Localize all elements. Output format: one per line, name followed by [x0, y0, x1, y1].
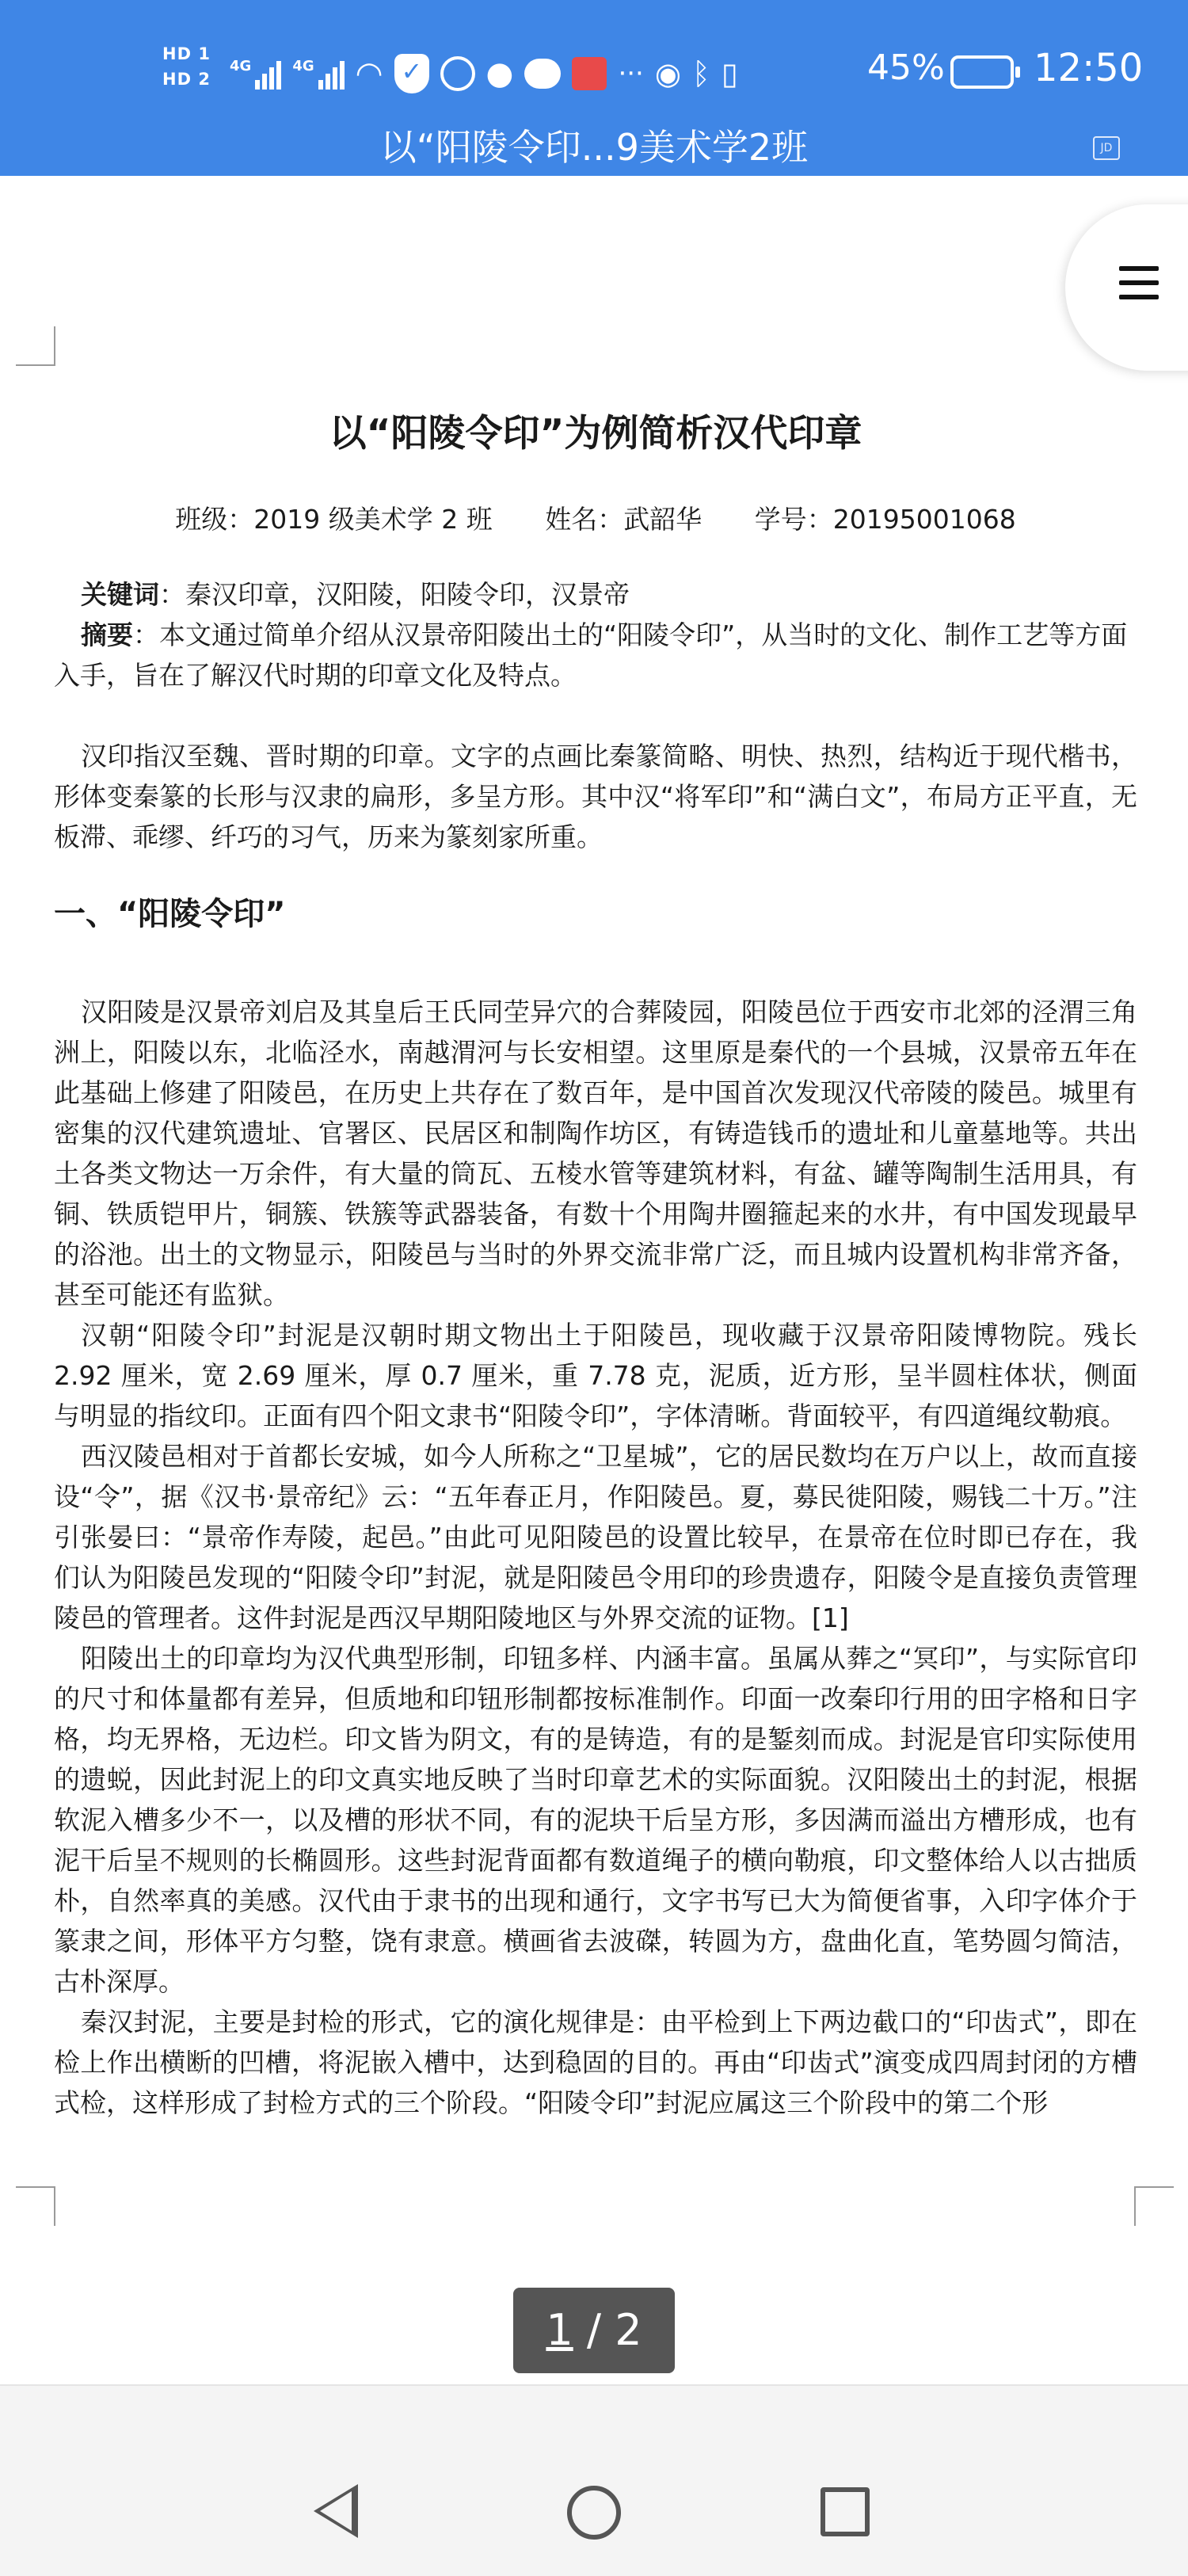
keywords-label: 关键词 [81, 579, 159, 610]
body-paragraph: 汉朝“阳陵令印”封泥是汉朝时期文物出土于阳陵邑，现收藏于汉景帝阳陵博物院。残长 2.92 厘米，宽 2.69 厘米，厚 0.7 厘米，重 7.78 克，泥质，近方形，呈半圆柱体状，侧面与明显的指纹印。正面有四个阳文隶书“阳陵令印”，字体清晰。背面较平，有四道绳纹勒痕。 [54, 1320, 1137, 1431]
network2-label: 4G [292, 58, 314, 74]
body-paragraph: 汉阳陵是汉景帝刘启及其皇后王氏同茔异穴的合葬陵园，阳陵邑位于西安市北郊的泾渭三角洲上，阳陵以东，北临泾水，南越渭河与长安相望。这里原是秦代的一个县城，汉景帝五年在此基础上修建了阳陵邑，在历史上共存在了数百年，是中国首次发现汉代帝陵的陵邑。城里有密集的汉代建筑遗址、官署区、民居区和制陶作坊区，有铸造钱币的遗址和儿童墓地等。共出土各类文物达一万余件，有大量的筒瓦、五棱水管等建筑材料，有盆、罐等陶制生活用具，有铜、铁质铠甲片，铜簇、铁簇等武器装备，有数十个用陶井圈箍起来的水井，有中国发现最早的浴池。出土的文物显示，阳陵邑与当时的外界交流非常广泛，而且城内设置机构非常齐备，甚至可能还有监狱。 [54, 996, 1137, 1310]
hamburger-icon [1119, 266, 1159, 309]
eye-icon: ◉ [654, 56, 682, 91]
page-corner-bottom-left [16, 2186, 55, 2226]
home-icon[interactable] [567, 2486, 621, 2540]
bluetooth-icon: ᛒ [692, 56, 710, 91]
more-icon: ··· [618, 58, 644, 90]
vpn-icon [440, 56, 475, 91]
keywords [54, 574, 1137, 615]
document-meta [54, 499, 1137, 539]
status-bar [0, 0, 1188, 119]
title-badge-icon[interactable]: JD [1093, 136, 1120, 160]
document-title: 以“阳陵令印”为例简析汉代印章 [329, 412, 862, 455]
message-icon [524, 59, 561, 89]
page-indicator[interactable] [513, 2288, 675, 2373]
keywords-text: ：秦汉印章，汉阳陵，阳陵令印，汉景帝 [159, 579, 630, 610]
total-pages: 2 [615, 2305, 642, 2355]
top-bar [0, 0, 1188, 176]
current-page: 1 [546, 2305, 573, 2355]
intro-paragraph: 汉印指汉至魏、晋时期的印章。文字的点画比秦篆简略、明快、热烈，结构近于现代楷书，形体变秦篆的长形与汉隶的扁形，多呈方形。其中汉“将军印”和“满白文”，布局方正平直，无板滞、乖缪、纤巧的习气，历来为篆刻家所重。 [54, 741, 1137, 852]
section-heading: 一、“阳陵令印” [54, 896, 286, 932]
shield-icon [394, 54, 429, 93]
vibrate-icon: ▯ [721, 56, 738, 91]
body-paragraph: 西汉陵邑相对于首都长安城，如今人所称之“卫星城”，它的居民数均在万户以上，故而直接设“令”，据《汉书·景帝纪》云：“五年春正月，作阳陵邑。夏，募民徙阳陵，赐钱二十万。”注引张晏曰：“景帝作寿陵，起邑。”由此可见阳陵邑的设置比较早，在景帝在位时即已存在，我们认为阳陵邑发现的“阳陵令印”封泥，就是阳陵邑令用印的珍贵遗存，阳陵令是直接负责管理陵邑的管理者。这件封泥是西汉早期阳陵地区与外界交流的证物。[1] [54, 1441, 1137, 1633]
meta-name: 姓名：武韶华 [545, 504, 703, 535]
page-corner-top-left [16, 326, 55, 366]
clock: 12:50 [1034, 46, 1144, 90]
sim-indicator [162, 41, 219, 92]
wifi-icon: ◠ [355, 55, 383, 92]
window-title: 以“阳陵令印...9美术学2班 [379, 126, 809, 169]
page-separator: / [573, 2305, 615, 2355]
battery-percent: 45% [867, 48, 945, 88]
menu-button[interactable] [1065, 204, 1188, 371]
signal-icon [230, 58, 281, 90]
status-icons [230, 46, 738, 101]
sim1-label: HD 1 [162, 44, 211, 63]
body-paragraph: 阳陵出土的印章均为汉代典型形制，印钮多样、内涵丰富。虽属从葬之“冥印”，与实际官印的尺寸和体量都有差异，但质地和印钮形制都按标准制作。印面一改秦印行用的田字格和日字格，均无界格，无边栏。印文皆为阴文，有的是铸造，有的是錾刻而成。封泥是官印实际使用的遗蜕，因此封泥上的印文真实地反映了当时印章艺术的实际面貌。汉阳陵出土的封泥，根据软泥入槽多少不一，以及槽的形状不同，有的泥块干后呈方形，多因满而溢出方槽形成，也有泥干后呈不规则的长椭圆形。这些封泥背面都有数道绳子的横向勒痕，印文整体给人以古拙质朴，自然率真的美感。汉代由于隶书的出现和通行，文字书写已大为简便省事，入印字体介于篆隶之间，形体平方匀整，饶有隶意。横画省去波磔，转圆为方，盘曲化直，笔势圆匀简洁，古朴深厚。 [54, 1643, 1137, 1997]
recent-apps-icon[interactable] [821, 2487, 870, 2536]
back-icon[interactable] [314, 2484, 358, 2538]
meta-id: 学号：20195001068 [754, 504, 1016, 535]
sim2-label: HD 2 [162, 70, 211, 89]
signal-icon-2 [292, 58, 344, 90]
qq-icon: ● [485, 55, 514, 92]
meta-class: 班级：2019 级美术学 2 班 [175, 504, 493, 535]
body-paragraph: 秦汉封泥，主要是封检的形式，它的演化规律是：由平检到上下两边截口的“印齿式”，即在检上作出横断的凹槽，将泥嵌入槽中，达到稳固的目的。再由“印齿式”演变成四周封闭的方槽式检，这样形成了封检方式的三个阶段。“阳陵令印”封泥应属这三个阶段中的第二个形 [54, 2006, 1137, 2118]
battery-icon [950, 55, 1014, 89]
abstract-text: ：本文通过简单介绍从汉景帝阳陵出土的“阳陵令印”，从当时的文化、制作工艺等方面入手，旨在了解汉代时期的印章文化及特点。 [54, 619, 1128, 691]
document-page[interactable] [54, 396, 1137, 2123]
abstract [54, 615, 1137, 695]
network1-label: 4G [230, 58, 252, 74]
page-corner-bottom-right [1134, 2186, 1174, 2226]
navigation-bar [0, 2384, 1188, 2576]
abstract-label: 摘要 [81, 619, 133, 650]
reader-icon [572, 57, 607, 90]
